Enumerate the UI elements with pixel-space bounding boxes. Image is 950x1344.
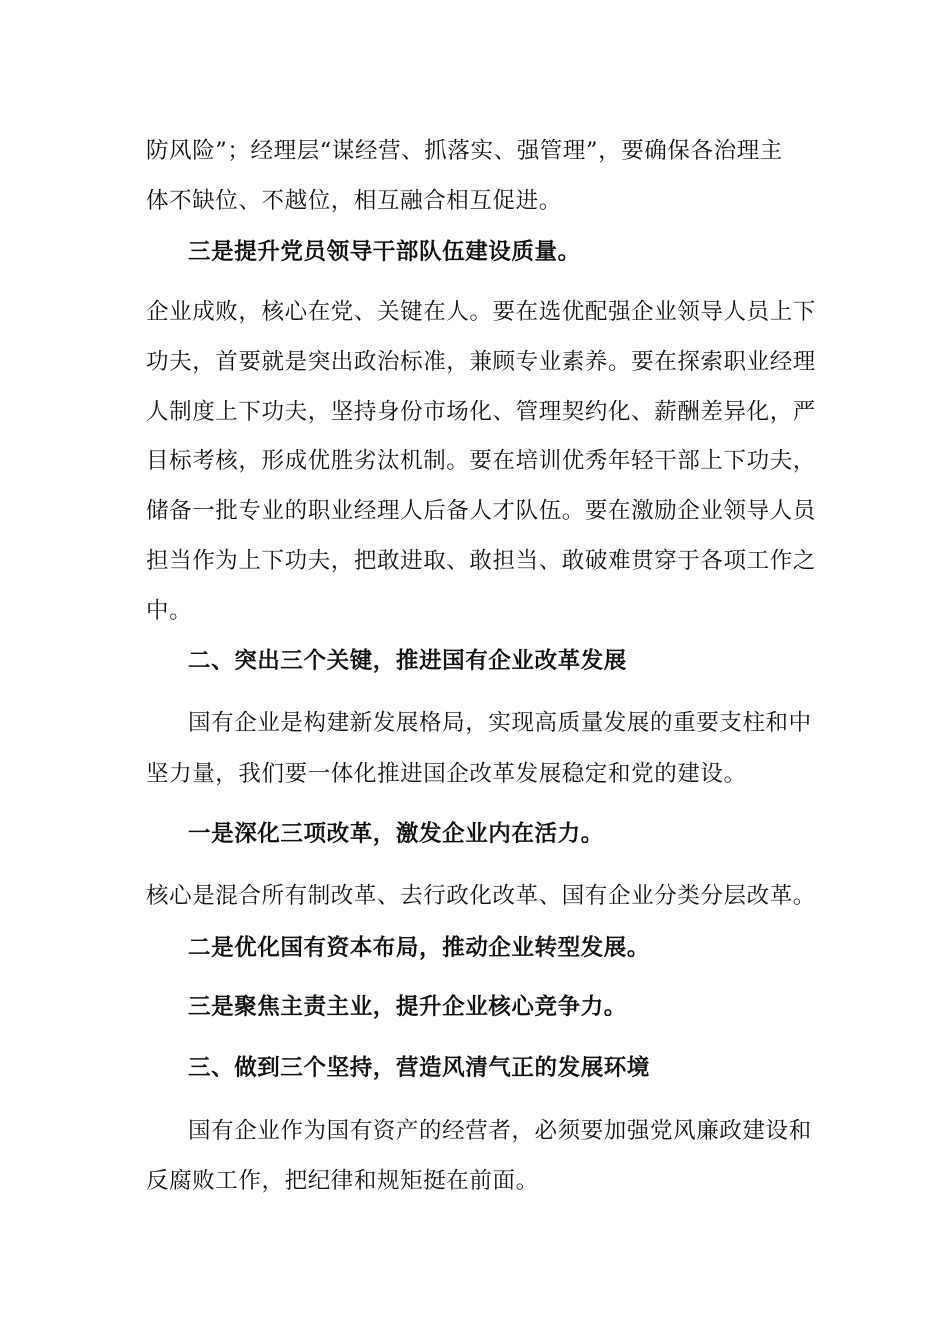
paragraph-line: 体不缺位、不越位，相互融合相互促进。 [146, 188, 562, 214]
paragraph-line: 中。 [146, 598, 193, 624]
paragraph-line: 坚力量，我们要一体化推进国企改革发展稳定和党的建设。 [146, 761, 747, 787]
paragraph-line: 人制度上下功夫，坚持身份市场化、管理契约化、薪酬差异化，严 [146, 399, 816, 425]
paragraph-line: 担当作为上下功夫，把敢进取、敢担当、敢破难贯穿于各项工作之 [146, 548, 816, 574]
subheading: 一是深化三项改革，激发企业内在活力。 [188, 821, 604, 847]
subheading: 三是聚焦主责主业，提升企业核心竞争力。 [188, 994, 627, 1020]
subheading: 三是提升党员领导干部队伍建设质量。 [188, 239, 581, 265]
paragraph-line: 储备一批专业的职业经理人后备人才队伍。要在激励企业领导人员 [146, 498, 816, 524]
paragraph-line: 功夫，首要就是突出政治标准，兼顾专业素养。要在探索职业经理 [146, 349, 816, 375]
subheading: 二是优化国有资本布局，推动企业转型发展。 [188, 935, 651, 961]
paragraph-line: 国有企业是构建新发展格局，实现高质量发展的重要支柱和中 [188, 710, 812, 736]
paragraph-line: 目标考核，形成优胜劣汰机制。要在培训优秀年轻干部上下功夫， [146, 448, 816, 474]
paragraph-line: 防风险”；经理层“谋经营、抓落实、强管理”，要确保各治理主 [146, 138, 783, 164]
section-heading: 二、突出三个关键，推进国有企业改革发展 [188, 648, 627, 674]
paragraph-line: 反腐败工作，把纪律和规矩挺在前面。 [146, 1168, 539, 1194]
paragraph-line: 国有企业作为国有资产的经营者，必须要加强党风廉政建设和 [188, 1118, 812, 1144]
paragraph-line: 核心是混合所有制改革、去行政化改革、国有企业分类分层改革。 [146, 883, 816, 909]
section-heading: 三、做到三个坚持，营造风清气正的发展环境 [188, 1055, 651, 1081]
paragraph-line: 企业成败，核心在党、关键在人。要在选优配强企业领导人员上下 [146, 299, 816, 325]
